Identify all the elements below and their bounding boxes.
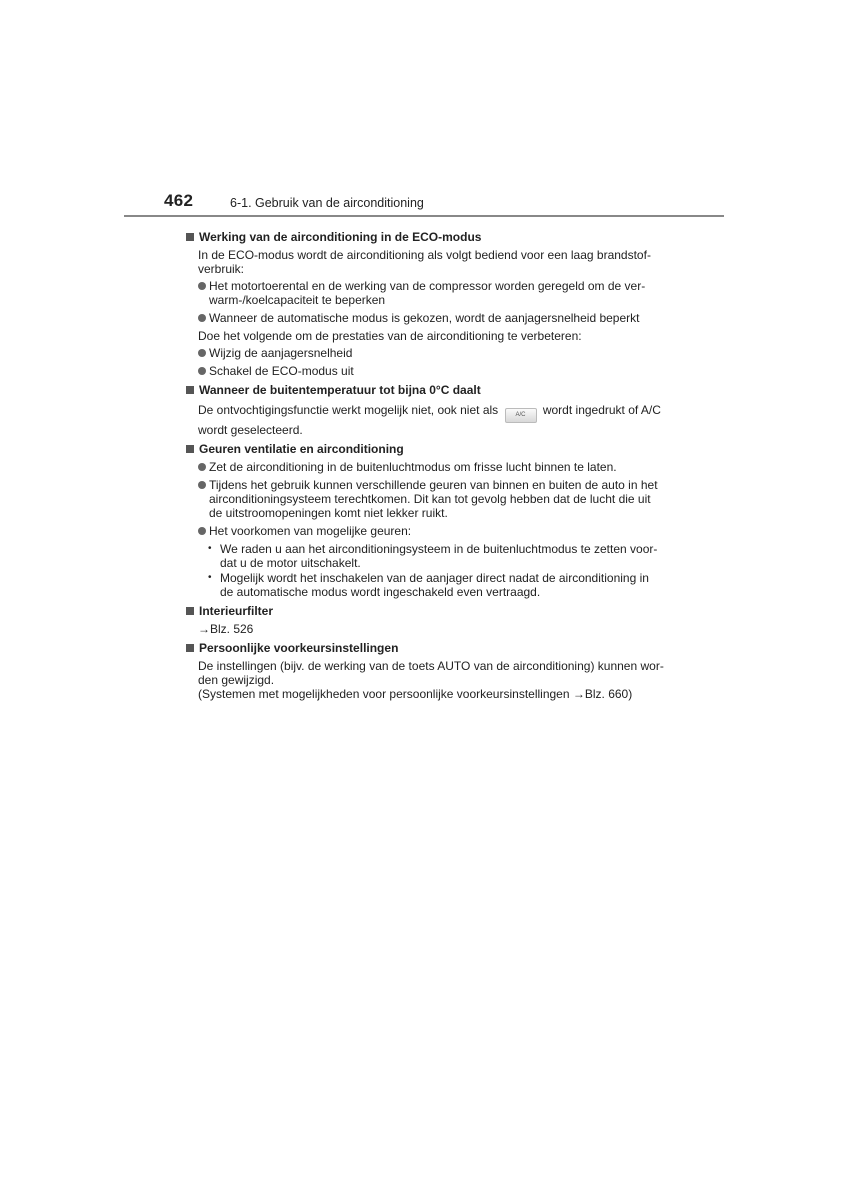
section-text	[198, 403, 664, 437]
text-after-button: wordt ingedrukt of A/C wordt geselecteerd.	[198, 403, 661, 437]
section-text-reference: (Systemen met mogelijkheden voor persoonlijke voorkeursinstellingen →Blz. 660)	[198, 687, 633, 701]
header-rule	[124, 215, 724, 217]
square-bullet-icon	[186, 386, 194, 394]
circle-bullet-icon	[198, 349, 206, 357]
sub-list-item	[208, 571, 664, 599]
ac-button-icon: A/C	[505, 408, 537, 423]
page-content	[186, 225, 664, 704]
section-title: Persoonlijke voorkeursinstellingen	[199, 641, 399, 655]
page-number: 462	[164, 191, 194, 210]
section-heading-odors	[186, 442, 664, 456]
square-bullet-icon	[186, 445, 194, 453]
small-dot-icon: •	[208, 572, 212, 583]
list-item-text: Wijzig de aanjagersnelheid	[209, 346, 353, 360]
chapter-title: 6-1. Gebruik van de airconditioning	[230, 196, 424, 210]
list-item	[198, 364, 664, 378]
section-title: Wanneer de buitentemperatuur tot bijna 0°C daalt	[199, 383, 481, 397]
sub-list-item-text: We raden u aan het airconditioningsysteem in de buitenluchtmodus te zetten voor-dat u de motor uitschakelt.	[220, 542, 658, 570]
circle-bullet-icon	[198, 367, 206, 375]
section-title: Interieurfilter	[199, 604, 274, 618]
list-item-text: Schakel de ECO-modus uit	[209, 364, 354, 378]
small-dot-icon: •	[208, 543, 212, 554]
section-heading-filter	[186, 604, 664, 618]
list-item	[198, 478, 664, 520]
section-text: Doe het volgende om de prestaties van de airconditioning te verbeteren:	[198, 329, 582, 343]
page-header	[124, 188, 724, 218]
text-before-button: De ontvochtigingsfunctie werkt mogelijk niet, ook niet als	[198, 403, 499, 417]
list-item-text: Het motortoerental en de werking van de compressor worden geregeld om de ver-warm-/koelcapaciteit te beperken	[209, 279, 646, 307]
list-item-text: Het voorkomen van mogelijke geuren:	[209, 524, 412, 538]
circle-bullet-icon	[198, 282, 206, 290]
list-item-text: Tijdens het gebruik kunnen verschillende geuren van binnen en buiten de auto in het airconditioningsysteem terechtkomen. Dit kan tot gevolg hebben dat de lucht die uit de uitstroomopeningen komt niet lekker ruikt.	[209, 478, 658, 520]
list-item	[198, 311, 664, 325]
section-heading-temperature	[186, 383, 664, 397]
section-heading-personal-settings	[186, 641, 664, 655]
circle-bullet-icon	[198, 463, 206, 471]
circle-bullet-icon	[198, 527, 206, 535]
square-bullet-icon	[186, 607, 194, 615]
page-reference: →Blz. 526	[198, 622, 254, 636]
section-title: Geuren ventilatie en airconditioning	[199, 442, 404, 456]
list-item	[198, 460, 664, 474]
sub-list-item-text: Mogelijk wordt het inschakelen van de aanjager direct nadat de airconditioning in de automatische modus wordt ingeschakeld even vertraagd.	[220, 571, 649, 599]
square-bullet-icon	[186, 233, 194, 241]
list-item	[198, 346, 664, 360]
square-bullet-icon	[186, 644, 194, 652]
circle-bullet-icon	[198, 481, 206, 489]
sub-list-item	[208, 542, 664, 570]
list-item-text: Zet de airconditioning in de buitenluchtmodus om frisse lucht binnen te laten.	[209, 460, 617, 474]
section-title: Werking van de airconditioning in de ECO-modus	[199, 230, 482, 244]
section-text: De instellingen (bijv. de werking van de toets AUTO van de airconditioning) kunnen wor-den gewijzigd.	[198, 659, 664, 687]
section-heading-eco	[186, 230, 664, 244]
circle-bullet-icon	[198, 314, 206, 322]
list-item-text: Wanneer de automatische modus is gekozen, wordt de aanjagersnelheid beperkt	[209, 311, 640, 325]
list-item	[198, 524, 664, 538]
list-item	[198, 279, 664, 307]
section-intro: In de ECO-modus wordt de airconditioning als volgt bediend voor een laag brandstof-verbruik:	[198, 248, 651, 276]
